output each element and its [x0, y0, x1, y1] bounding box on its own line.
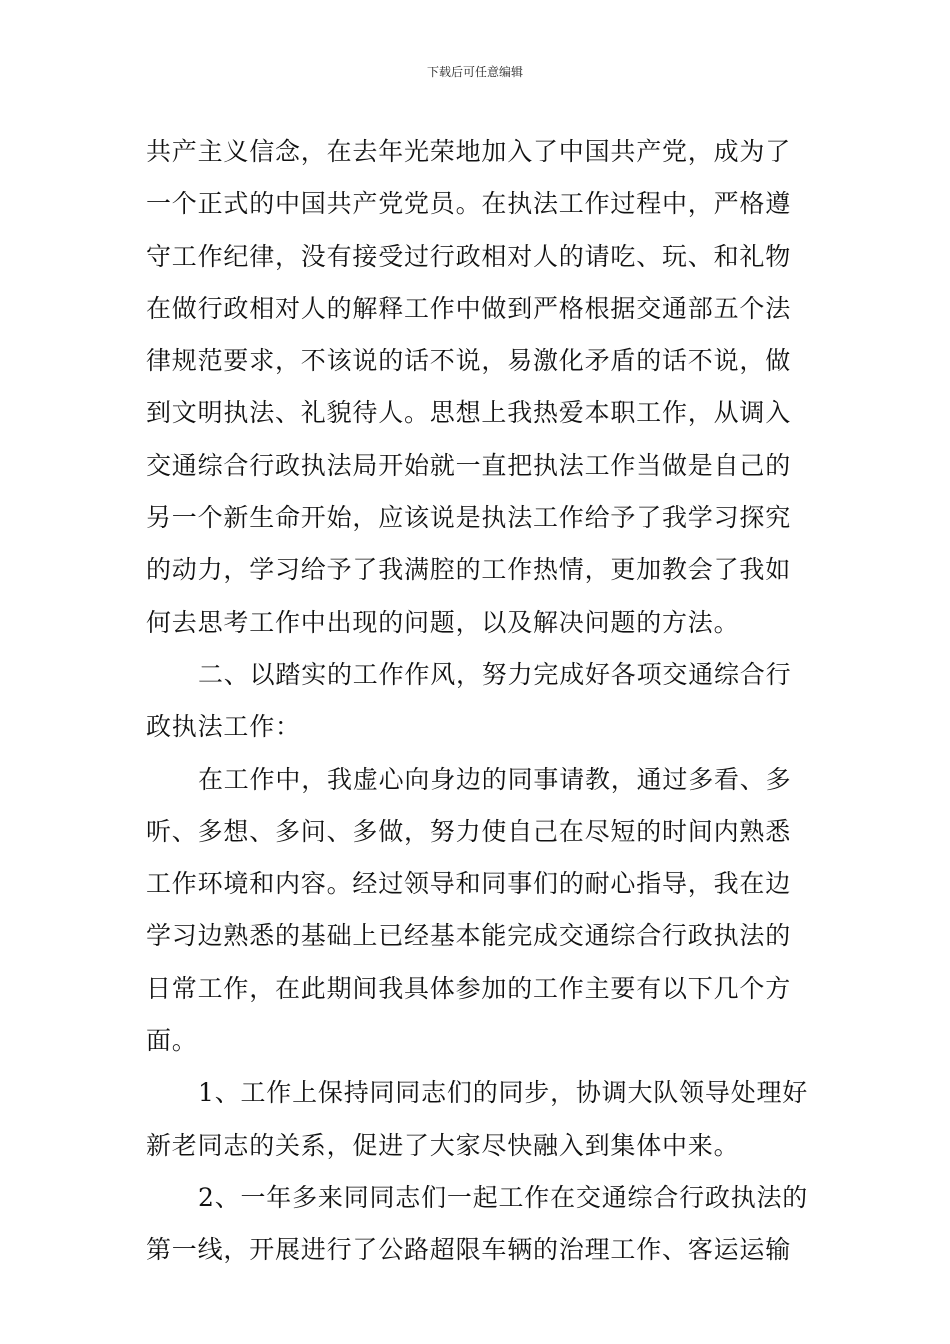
text-line: 政执法工作： — [146, 712, 301, 742]
text-line: 守工作纪律，没有接受过行政相对人的请吃、玩、和礼物 — [146, 241, 792, 271]
text-line: 听、多想、多问、多做，努力使自己在尽短的时间内熟悉 — [146, 816, 792, 846]
text-line: 交通综合行政执法局开始就一直把执法工作当做是自己的 — [146, 450, 792, 480]
text-line: 另一个新生命开始，应该说是执法工作给予了我学习探究 — [146, 503, 792, 533]
text-line: 二、以踏实的工作作风，努力完成好各项交通综合行 — [198, 659, 792, 689]
document-body — [146, 130, 809, 1281]
text-line: 学习边熟悉的基础上已经基本能完成交通综合行政执法的 — [146, 921, 792, 951]
text-line: 何去思考工作中出现的问题，以及解决问题的方法。 — [146, 607, 740, 637]
text-line: 律规范要求，不该说的话不说，易激化矛盾的话不说，做 — [146, 346, 792, 376]
text-line: 在工作中，我虚心向身边的同事请教，通过多看、多 — [198, 764, 792, 794]
text-line: 2、一年多来同同志们一起工作在交通综合行政执法的 — [198, 1182, 809, 1212]
text-line: 1、工作上保持同同志们的同步，协调大队领导处理好 — [198, 1078, 809, 1108]
text-line: 的动力，学习给予了我满腔的工作热情，更加教会了我如 — [146, 555, 792, 585]
text-line: 到文明执法、礼貌待人。思想上我热爱本职工作，从调入 — [146, 398, 792, 428]
text-line: 共产主义信念，在去年光荣地加入了中国共产党，成为了 — [146, 137, 792, 166]
text-line: 在做行政相对人的解释工作中做到严格根据交通部五个法 — [146, 293, 792, 323]
text-line: 日常工作，在此期间我具体参加的工作主要有以下几个方 — [146, 973, 792, 1003]
text-line: 面。 — [146, 1026, 198, 1056]
page-header-caption: 下载后可任意编辑 — [426, 65, 523, 79]
text-line: 第一线，开展进行了公路超限车辆的治理工作、客运运输 — [146, 1235, 792, 1265]
text-line: 新老同志的关系，促进了大家尽快融入到集体中来。 — [146, 1130, 740, 1160]
text-line: 工作环境和内容。经过领导和同事们的耐心指导，我在边 — [146, 869, 792, 899]
text-line: 一个正式的中国共产党党员。在执法工作过程中，严格遵 — [146, 189, 792, 219]
